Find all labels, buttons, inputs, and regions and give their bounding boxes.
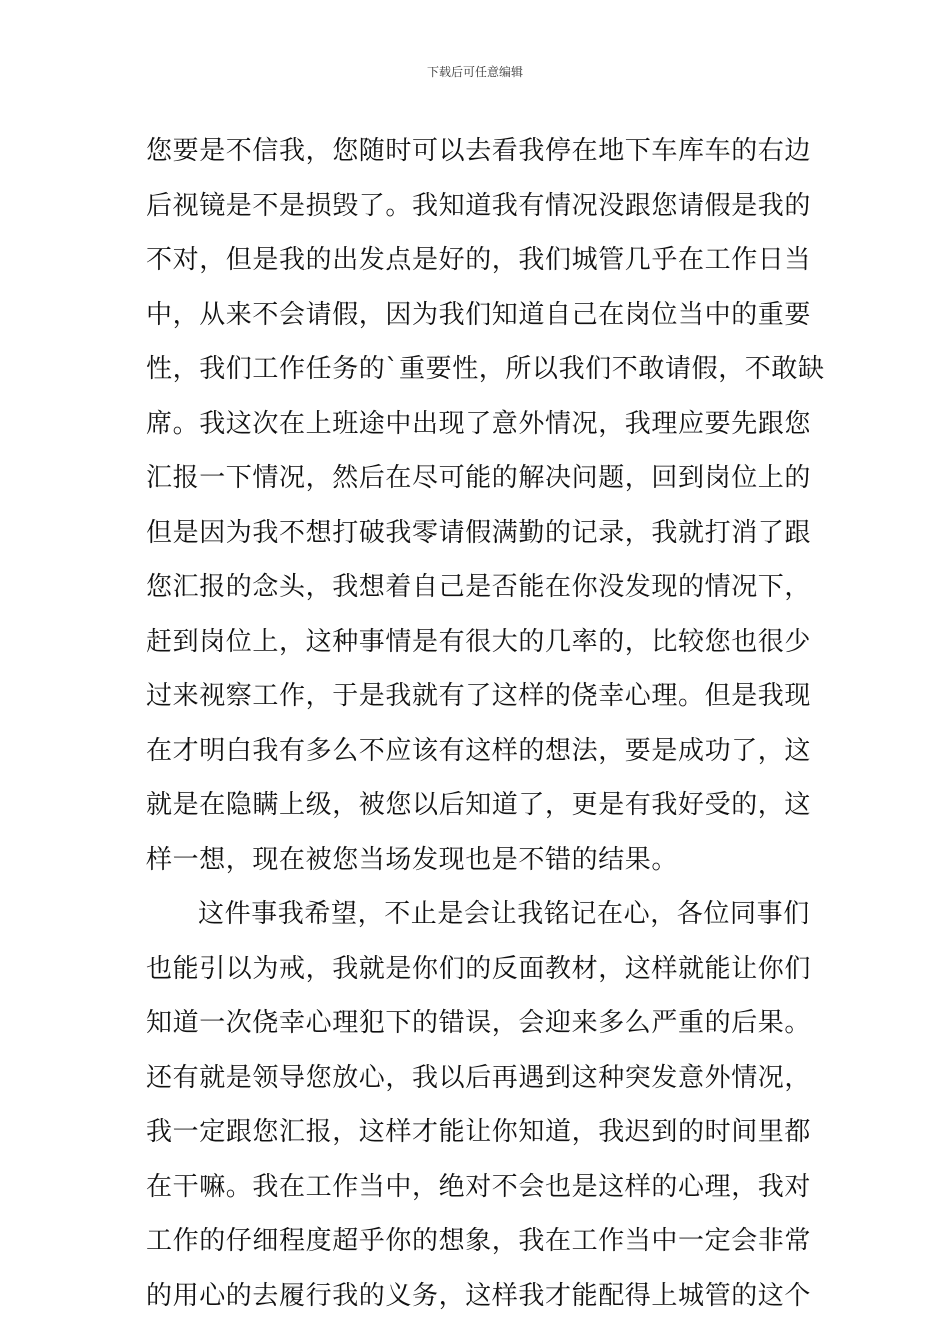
text-line: 的用心的去履行我的义务，这样我才能配得上城管的这个 <box>146 1280 812 1311</box>
header-note: 下载后可任意编辑 <box>426 65 523 79</box>
text-line: 在才明白我有多么不应该有这样的想法，要是成功了，这 <box>146 735 812 766</box>
text-line: 在干嘛。我在工作当中，绝对不会也是这样的心理，我对 <box>146 1171 812 1202</box>
text-line: 不对，但是我的出发点是好的，我们城管几乎在工作日当 <box>146 245 812 275</box>
text-line: 赶到岗位上，这种事情是有很大的几率的，比较您也很少 <box>146 626 812 657</box>
text-line: 后视镜是不是损毁了。我知道我有情况没跟您请假是我的 <box>146 190 812 221</box>
text-line: 知道一次侥幸心理犯下的错误，会迎来多么严重的后果。 <box>146 1008 812 1038</box>
text-line: 我一定跟您汇报，这样才能让你知道，我迟到的时间里都 <box>146 1117 812 1147</box>
text-line: 性，我们工作任务的`重要性，所以我们不敢请假，不敢缺 <box>146 354 825 384</box>
text-line: 样一想，现在被您当场发现也是不错的结果。 <box>146 844 679 875</box>
text-line: 就是在隐瞒上级，被您以后知道了，更是有我好受的，这 <box>146 790 812 820</box>
text-line: 您要是不信我，您随时可以去看我停在地下车库车的右边 <box>146 136 812 166</box>
text-line: 中，从来不会请假，因为我们知道自己在岗位当中的重要 <box>146 299 812 330</box>
text-line: 也能引以为戒，我就是你们的反面教材，这样就能让你们 <box>146 953 812 984</box>
text-line: 汇报一下情况，然后在尽可能的解决问题，回到岗位上的 <box>146 463 812 493</box>
text-line: 席。我这次在上班途中出现了意外情况，我理应要先跟您 <box>146 408 812 439</box>
paragraph-start-line: 这件事我希望，不止是会让我铭记在心，各位同事们 <box>198 899 810 929</box>
text-line: 您汇报的念头，我想着自己是否能在你没发现的情况下， <box>146 572 812 602</box>
text-line: 过来视察工作，于是我就有了这样的侥幸心理。但是我现 <box>146 681 812 711</box>
document-body <box>146 124 825 1323</box>
text-line: 工作的仔细程度超乎你的想象，我在工作当中一定会非常 <box>146 1226 812 1256</box>
text-line: 还有就是领导您放心，我以后再遇到这种突发意外情况， <box>146 1062 812 1093</box>
text-line: 但是因为我不想打破我零请假满勤的记录，我就打消了跟 <box>146 517 812 548</box>
